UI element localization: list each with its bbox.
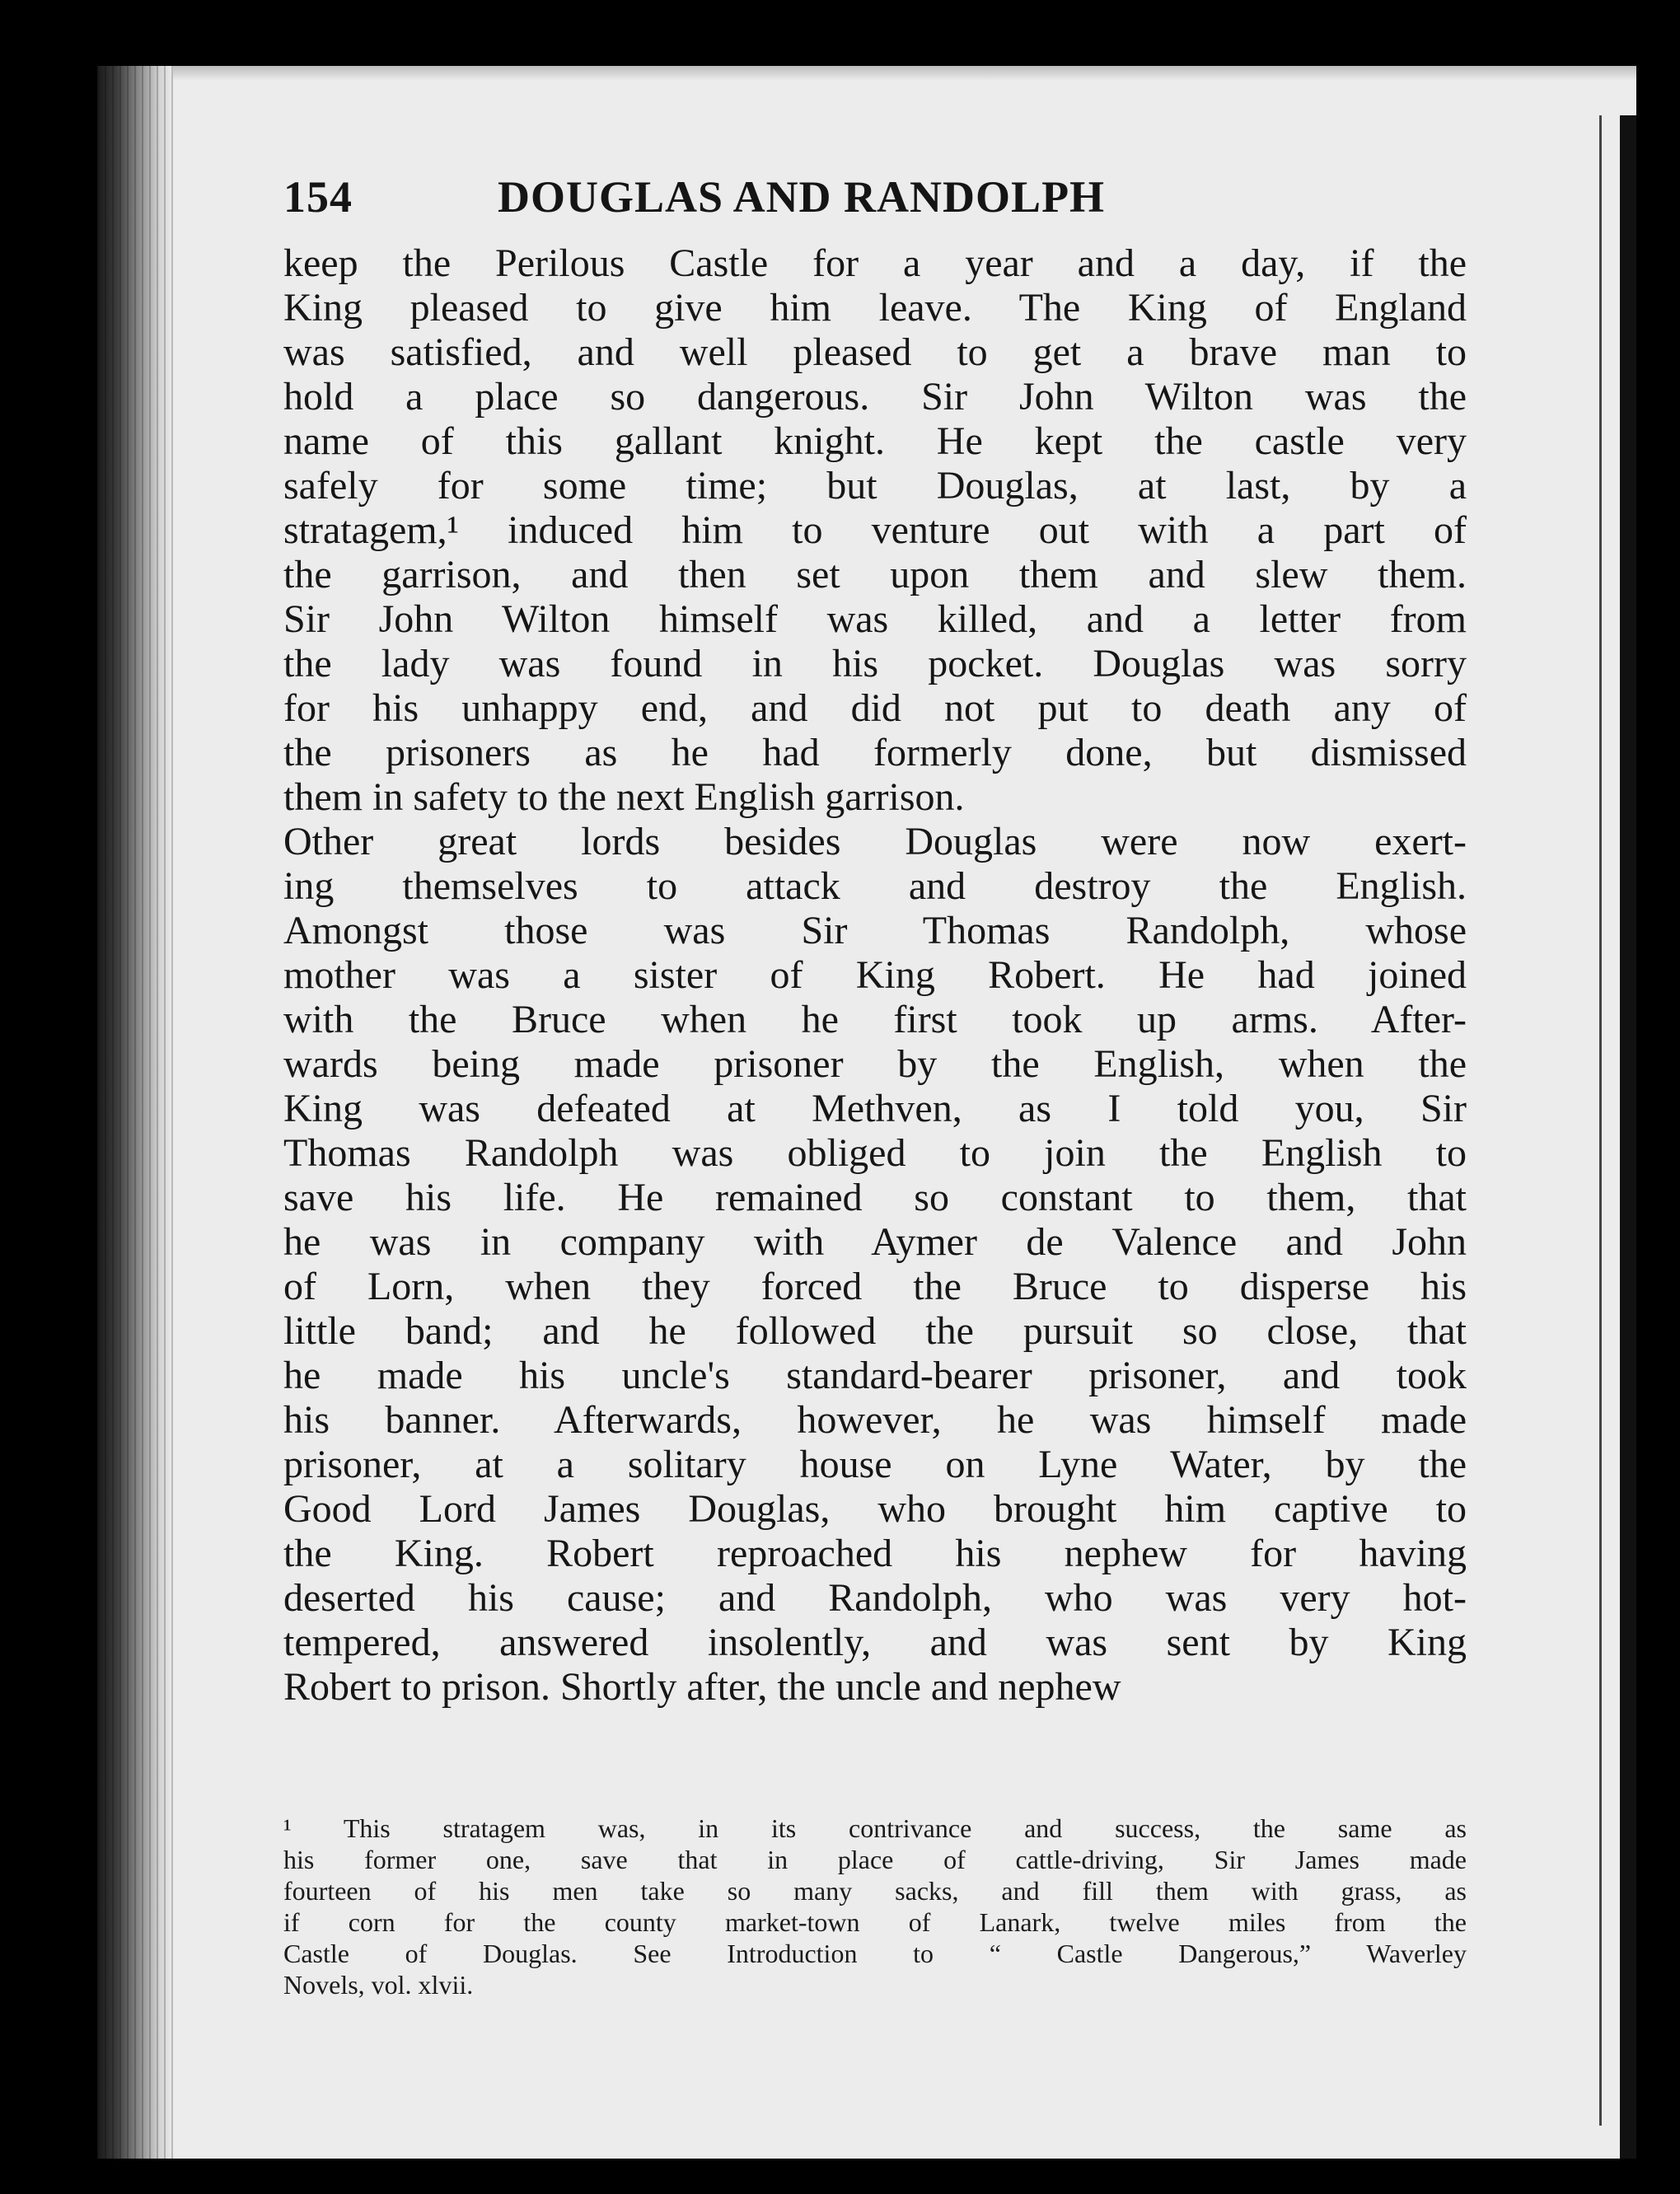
text-line: he made his uncle's standard-bearer prisoner, and took bbox=[283, 1354, 1467, 1397]
text-line: mother was a sister of King Robert. He had joined bbox=[283, 953, 1467, 997]
text-line: name of this gallant knight. He kept the castle very bbox=[283, 419, 1467, 463]
footnote-line: ¹ This stratagem was, in its contrivance and success, the same as bbox=[283, 1813, 1467, 1843]
text-line: prisoner, at a solitary house on Lyne Water, by the bbox=[283, 1443, 1467, 1486]
text-line: Amongst those was Sir Thomas Randolph, whose bbox=[283, 909, 1467, 952]
text-line: the King. Robert reproached his nephew for having bbox=[283, 1532, 1467, 1575]
text-line: safely for some time; but Douglas, at last, by a bbox=[283, 464, 1467, 508]
text-line: Other great lords besides Douglas were now exert- bbox=[283, 820, 1467, 863]
text-line: Sir John Wilton himself was killed, and a letter from bbox=[283, 597, 1467, 641]
text-line: was satisfied, and well pleased to get a brave man to bbox=[283, 330, 1467, 374]
footnote-line: Castle of Douglas. See Introduction to “ Castle Dangerous,” Waverley bbox=[283, 1939, 1467, 1968]
text-line: Good Lord James Douglas, who brought him captive to bbox=[283, 1487, 1467, 1531]
footnote-line: if corn for the county market-town of Lanark, twelve miles from the bbox=[283, 1907, 1467, 1937]
footnote-line: fourteen of his men take so many sacks, and fill them with grass, as bbox=[283, 1876, 1467, 1906]
running-head bbox=[283, 171, 1470, 237]
text-line: of Lorn, when they forced the Bruce to disperse his bbox=[283, 1265, 1467, 1308]
binding-streaks bbox=[97, 66, 173, 2159]
text-line: the lady was found in his pocket. Douglas was sorry bbox=[283, 642, 1467, 685]
text-line: stratagem,¹ induced him to venture out with a part of bbox=[283, 508, 1467, 552]
page-top-shadow bbox=[97, 66, 1636, 81]
text-line: tempered, answered insolently, and was sent by King bbox=[283, 1621, 1467, 1664]
chapter-title: DOUGLAS AND RANDOLPH bbox=[498, 172, 1106, 222]
text-line: the prisoners as he had formerly done, but dismissed bbox=[283, 731, 1467, 774]
text-line: wards being made prisoner by the English, when the bbox=[283, 1042, 1467, 1086]
text-line: he was in company with Aymer de Valence and John bbox=[283, 1220, 1467, 1264]
text-line: hold a place so dangerous. Sir John Wilton was the bbox=[283, 375, 1467, 419]
footnote-line: Novels, vol. xlvii. bbox=[283, 1970, 474, 2000]
text-line: Robert to prison. Shortly after, the uncle and nephew bbox=[283, 1665, 1121, 1709]
text-line: keep the Perilous Castle for a year and a day, if the bbox=[283, 241, 1467, 285]
text-line: for his unhappy end, and did not put to death any of bbox=[283, 686, 1467, 730]
text-line: ing themselves to attack and destroy the English. bbox=[283, 864, 1467, 908]
text-line: Thomas Randolph was obliged to join the English to bbox=[283, 1131, 1467, 1175]
footnotes bbox=[283, 1813, 1467, 2000]
text-line: with the Bruce when he first took up arms. After- bbox=[283, 998, 1467, 1041]
scan-right-edge bbox=[1620, 115, 1636, 2159]
footnote-line: his former one, save that in place of cattle-driving, Sir James made bbox=[283, 1845, 1467, 1874]
text-line: little band; and he followed the pursuit so close, that bbox=[283, 1309, 1467, 1353]
text-line: his banner. Afterwards, however, he was himself made bbox=[283, 1398, 1467, 1442]
page-number: 154 bbox=[283, 172, 353, 222]
text-line: the garrison, and then set upon them and slew them. bbox=[283, 553, 1467, 596]
page-edge-line bbox=[1599, 115, 1602, 2126]
text-line: King was defeated at Methven, as I told you, Sir bbox=[283, 1087, 1467, 1130]
text-line: save his life. He remained so constant to them, that bbox=[283, 1176, 1467, 1219]
text-line: King pleased to give him leave. The King of England bbox=[283, 286, 1467, 330]
text-line: deserted his cause; and Randolph, who was very hot- bbox=[283, 1576, 1467, 1620]
text-line: them in safety to the next English garrison. bbox=[283, 775, 965, 819]
body-text bbox=[283, 241, 1467, 1710]
